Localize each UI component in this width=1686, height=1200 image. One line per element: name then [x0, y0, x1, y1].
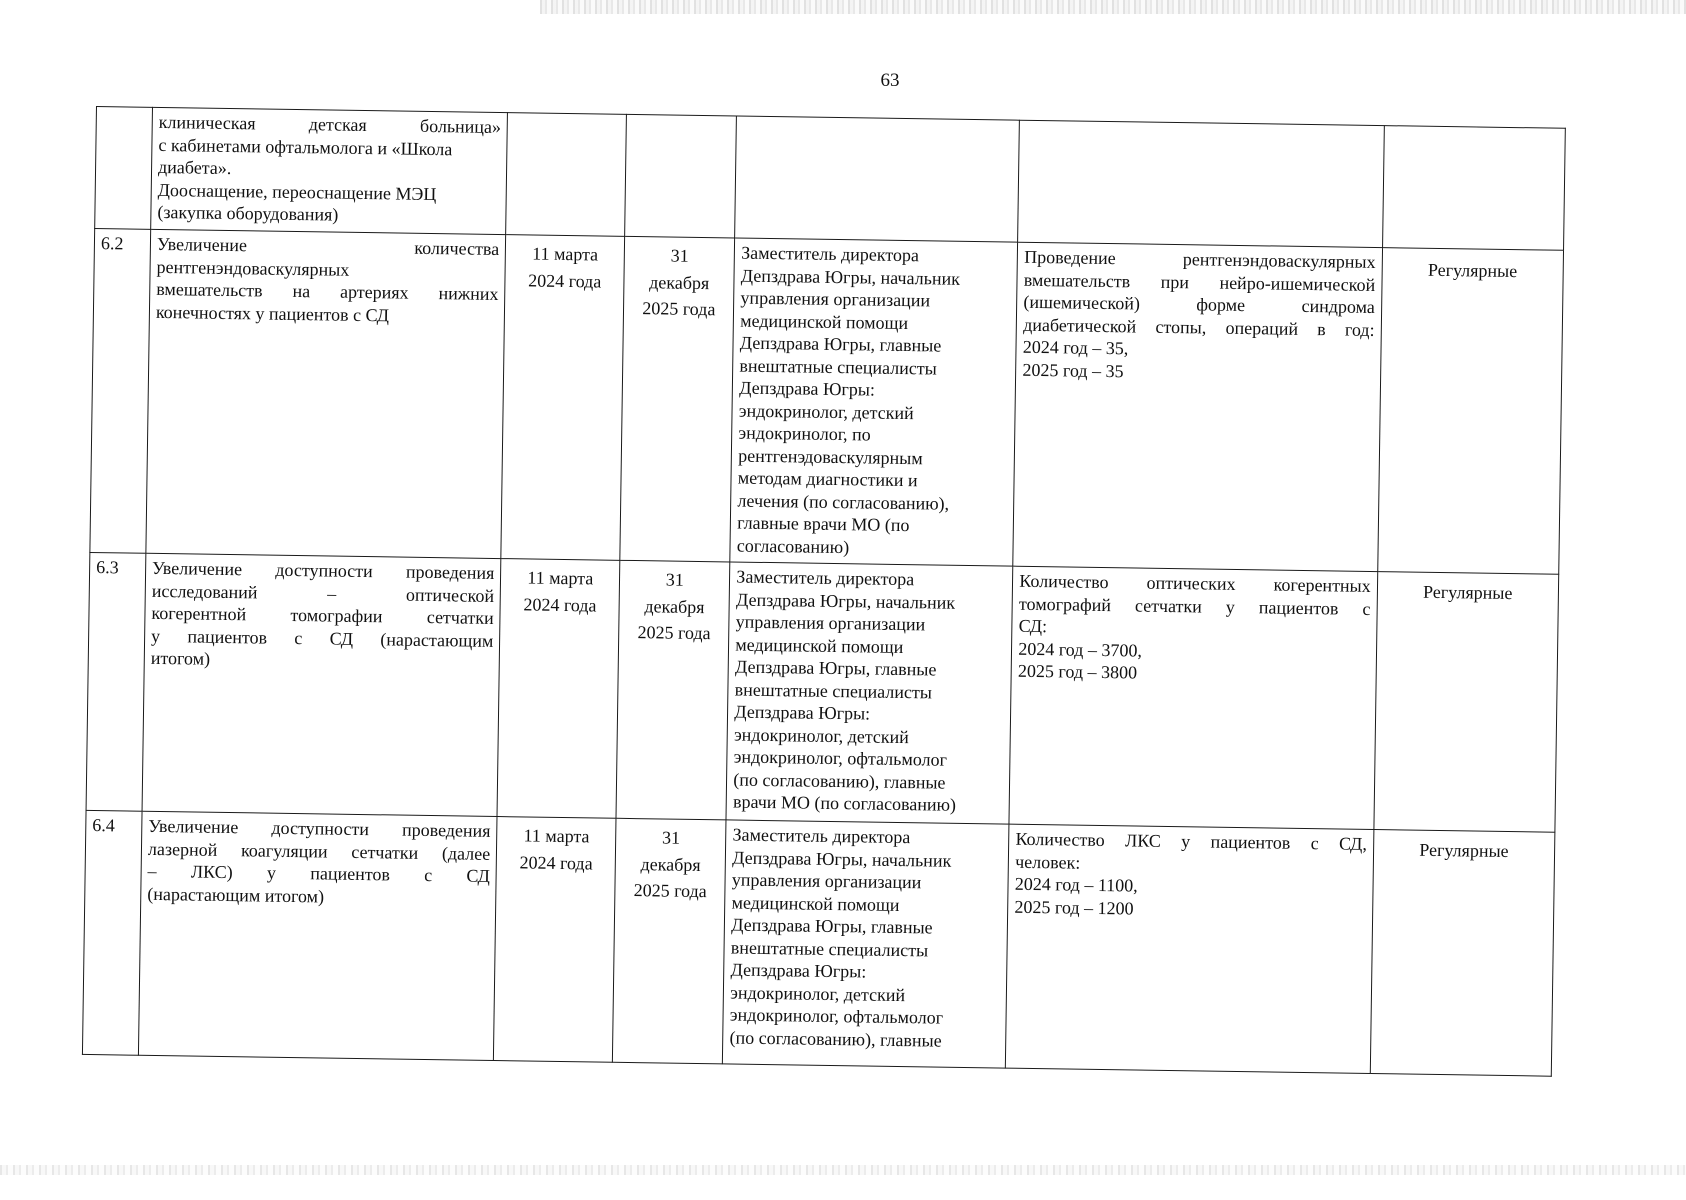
cell-start-date	[506, 113, 627, 237]
text-line: согласованию)	[736, 535, 850, 557]
text-line: 2024 год – 35,	[1022, 336, 1129, 359]
text-line: у пациентов с СД (нарастающим	[150, 625, 494, 651]
text-line: медицинской помощи	[735, 634, 904, 657]
text-line: внештатные специалисты	[730, 937, 929, 960]
cell-result	[1013, 242, 1382, 571]
cell-responsible	[726, 562, 1013, 824]
cell-end-date	[625, 114, 737, 238]
text-line: Депздрава Югры, главные	[734, 656, 937, 680]
cell-start-date	[501, 235, 625, 561]
text-line: 2024 год – 3700,	[1018, 638, 1143, 661]
text-line: Депздрава Югры, главные	[731, 914, 933, 938]
text-line: (по согласованию), главные	[733, 769, 946, 793]
text-line: Депздрава Югры:	[734, 701, 871, 724]
cell-measure-name	[142, 553, 501, 816]
text-line: 2025 года	[642, 298, 716, 320]
text-line: Заместитель директора	[736, 566, 915, 590]
text-line: вмешательств на артериях нижних	[156, 278, 499, 304]
cell-responsible	[735, 116, 1020, 242]
text-line: 11 марта	[523, 825, 590, 847]
text-line: лазерной коагуляции сетчатки (далее	[147, 838, 491, 864]
text-line: 2025 год – 3800	[1017, 660, 1138, 683]
table-row-6-4	[82, 810, 1554, 1076]
text-line: эндокринолог, детский	[730, 982, 906, 1005]
table-row-6-2	[90, 228, 1564, 574]
text-line: 11 марта	[532, 243, 599, 265]
text-line: 2024 года	[523, 593, 597, 615]
cell-responsible	[723, 820, 1010, 1068]
text-line: вмешательств при нейро-ишемической	[1023, 269, 1376, 295]
cell-type: Регулярные	[1370, 830, 1555, 1077]
cell-measure-name	[151, 107, 508, 234]
text-line: лечения (по согласованию),	[737, 490, 950, 514]
text-line: Депздрава Югры, начальник	[740, 265, 961, 289]
text-line: 11 марта	[527, 567, 594, 589]
text-line: 2025 года	[637, 622, 711, 644]
text-line: 2024 года	[528, 269, 602, 292]
text-line: Депздрава Югры, главные	[739, 332, 942, 356]
text-line: управления организации	[740, 287, 931, 311]
text-line: (нарастающим итогом)	[147, 883, 325, 906]
text-line: человек:	[1015, 851, 1081, 873]
text-line: главные врачи МО (по	[737, 512, 910, 536]
text-line: томографий сетчатки у пациентов с	[1018, 593, 1371, 619]
text-line: СД:	[1018, 615, 1048, 637]
text-line: внештатные специалисты	[739, 355, 937, 379]
text-line: итогом)	[150, 647, 211, 669]
text-line: Увеличение доступности проведения	[151, 557, 495, 583]
measures-table	[82, 106, 1566, 1077]
text-line: Увеличение доступности проведения	[148, 815, 491, 841]
text-line: эндокринолог, офтальмолог	[733, 746, 948, 770]
text-line: 2025 год – 1200	[1014, 896, 1134, 918]
text-line: эндокринолог, детский	[733, 724, 910, 747]
text-line: эндокринолог, по	[738, 422, 871, 445]
text-line: Депздрава Югры, начальник	[732, 847, 952, 871]
text-line: рентгенэндоваскулярных	[156, 256, 350, 280]
cell-number: 6.2	[90, 228, 151, 553]
text-line: Заместитель директора	[732, 824, 911, 848]
table-row-6-3	[86, 552, 1559, 832]
cell-result	[1006, 824, 1374, 1073]
cell-type: Регулярные	[1374, 572, 1559, 833]
cell-start-date	[494, 817, 617, 1063]
text-line: управления организации	[735, 611, 926, 635]
cell-number: 6.4	[82, 810, 142, 1055]
text-line: 31	[665, 569, 685, 590]
text-line: диабетической стопы, операций в год:	[1023, 314, 1375, 340]
text-line: Заместитель директора	[741, 242, 920, 266]
text-line: эндокринолог, офтальмолог	[729, 1004, 944, 1028]
text-line: Депздрава Югры:	[739, 377, 876, 400]
text-line: методам диагностики и	[737, 467, 918, 491]
text-line: эндокринолог, детский	[738, 400, 914, 423]
text-line: Проведение рентгенэндоваскулярных	[1024, 246, 1376, 272]
cell-number	[95, 107, 153, 230]
text-line: 2024 года	[519, 851, 593, 873]
text-line: (ишемической) форме синдрома	[1023, 291, 1376, 317]
cell-responsible	[730, 238, 1018, 566]
cell-end-date	[620, 236, 735, 562]
text-line: с кабинетами офтальмолога и «Школа	[158, 134, 453, 159]
text-line: клиническая детская больница»	[158, 111, 502, 138]
text-line: декабря	[649, 271, 710, 293]
text-line: врачи МО (по согласованию)	[732, 791, 957, 815]
text-line: (закупка оборудования)	[157, 201, 339, 225]
text-line: 31	[670, 245, 689, 266]
text-line: Дооснащение, переоснащение МЭЦ	[157, 179, 437, 204]
page-number: 63	[880, 70, 900, 91]
scan-artifact-bottom	[0, 1165, 1686, 1175]
cell-result	[1009, 566, 1377, 829]
text-line: – ЛКС) у пациентов с СД	[147, 860, 491, 886]
text-line: Увеличение количества	[156, 233, 500, 259]
cell-end-date	[616, 560, 730, 820]
text-line: медицинской помощи	[740, 310, 909, 333]
text-line: диабета».	[157, 156, 232, 179]
text-line: когерентной томографии сетчатки	[151, 602, 494, 628]
text-line: 2025 года	[633, 880, 707, 902]
cell-type	[1382, 126, 1565, 251]
text-line: 31	[661, 827, 681, 848]
cell-measure-name	[146, 229, 506, 558]
text-line: декабря	[640, 853, 701, 875]
cell-measure-name	[138, 811, 497, 1060]
text-line: Депздрава Югры, начальник	[735, 589, 956, 613]
scan-artifact-top	[540, 0, 1686, 14]
text-line: 2025 год – 35	[1022, 359, 1124, 381]
cell-end-date	[613, 818, 727, 1064]
text-line: исследований – оптической	[151, 580, 495, 606]
text-line: управления организации	[731, 869, 922, 893]
cell-start-date	[497, 559, 620, 819]
text-line: рентгенэдоваскулярным	[738, 445, 923, 468]
cell-type: Регулярные	[1377, 248, 1563, 575]
text-line: Депздрава Югры:	[730, 959, 867, 982]
text-line: декабря	[644, 595, 705, 617]
text-line: Количество оптических когерентных	[1019, 570, 1371, 596]
table-row-continuation	[95, 107, 1566, 251]
text-line: 2024 год – 1100,	[1014, 873, 1138, 896]
text-line: (по согласованию), главные	[729, 1027, 942, 1051]
cell-result	[1018, 120, 1384, 247]
text-line: медицинской помощи	[731, 892, 900, 915]
cell-number: 6.3	[86, 552, 146, 811]
text-line: Количество ЛКС у пациентов с СД,	[1015, 828, 1368, 854]
text-line: внештатные специалисты	[734, 679, 933, 702]
text-line: конечностях у пациентов с СД	[155, 301, 390, 325]
